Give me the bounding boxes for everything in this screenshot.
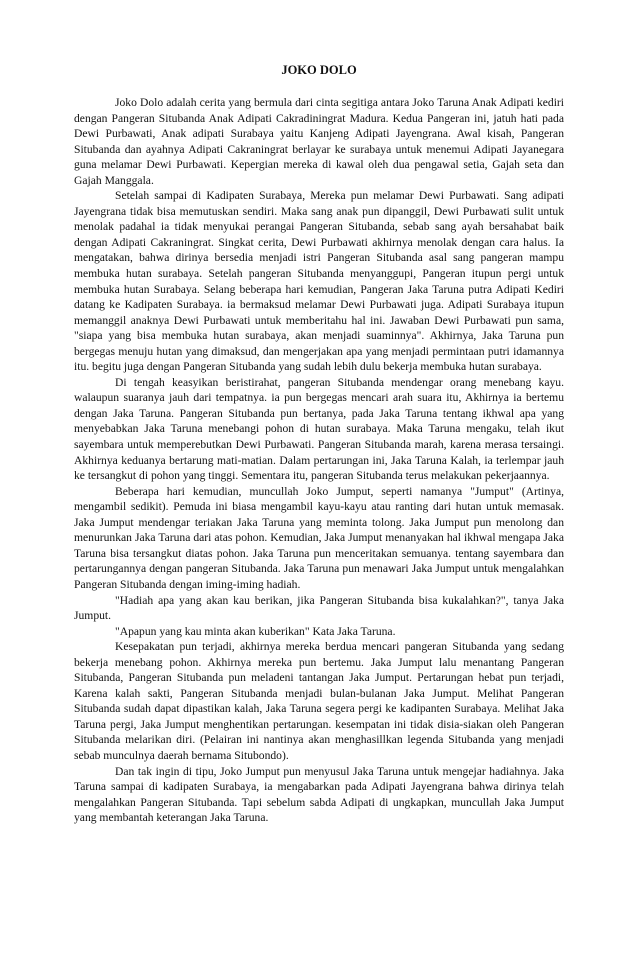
document-title: JOKO DOLO [281,63,357,77]
paragraph: "Hadiah apa yang akan kau berikan, jika Pangeran Situbanda bisa kukalahkan?", tanya Jaka Jumput. [74,593,564,623]
paragraph: Setelah sampai di Kadipaten Surabaya, Mereka pun melamar Dewi Purbawati. Sang adipati Jayengrana tidak bisa memutuskan sendiri. Maka sang anak pun dipanggil, Dewi Purbawati sulit untuk menolak padahal ia tidak menyukai perangai Pangeran Situbanda, sebab sang ayah bersahabat baik dengan Adipati Cakraningrat. Singkat cerita, Dewi Purbawati akhirnya menolak dengan cara halus. Ia mengatakan, bahwa dirinya bersedia menjadi istri Pangeran Situbanda asal sang pangeran mampu membuka hutan surabaya. Setelah pangeran Situbanda menyanggupi, Pangeran itupun pergi untuk membuka hutan Surabaya. Selang beberapa hari kemudian, Pangeran Jaka Taruna putra Adipati Kediri datang ke Kadipaten Surabaya. ia bermaksud melamar Dewi Purbawati juga. Adipati Surabaya itupun memanggil anaknya Dewi Purbawati untuk memberitahu hal ini. Jawaban Dewi Purbawati pun sama, "siapa yang bisa membuka hutan surabaya, akan menjadi suaminnya". Akhirnya, Jaka Taruna pun bergegas menuju hutan yang dimaksud, dan mengerjakan apa yang menjadi permintaan putri idamannya itu. begitu juga dengan Pangeran Situbanda yang sudah lebih dulu bekerja membuka hutan surabaya. [74,189,564,374]
paragraph: "Apapun yang kau minta akan kuberikan" Kata Jaka Taruna. [115,624,396,638]
document-page [74,62,564,826]
paragraph: Dan tak ingin di tipu, Joko Jumput pun menyusul Jaka Taruna untuk mengejar hadiahnya. Jaka Taruna sampai di kadipaten Surabaya, ia mengabarkan pada Adipati Jayengrana bahwa dirinya telah mengalahkan Pangeran Situbanda. Tapi sebelum sabda Adipati di ungkapkan, muncullah Jaka Jumput yang membantah keterangan Jaka Taruna. [74,764,564,825]
paragraph: Kesepakatan pun terjadi, akhirnya mereka berdua mencari pangeran Situbanda yang sedang bekerja menebang pohon. Akhirnya mereka pun bertemu. Jaka Jumput lalu menantang Pangeran Situbanda, Pangeran Situbanda pun meladeni tantangan Jaka Jumput. Pertarungan hebat pun terjadi, Karena kalah sakti, Pangeran Situbanda menjadi bulan-bulanan Jaka Jumput. Melihat Pangeran Situbanda sudah dapat dipastikan kalah, Jaka Taruna segera pergi ke kadipanten Surabaya. Melihat Jaka Taruna pergi, Jaka Jumput menghentikan pertarungan. kesempatan ini tidak disia-siakan oleh Pangeran Situbanda melarikan diri. (Pelairan ini nantinya akan menghasillkan legenda Situbanda yang menjadi sebab munculnya daerah bernama Situbondo). [74,640,564,762]
paragraph: Beberapa hari kemudian, muncullah Joko Jumput, seperti namanya "Jumput" (Artinya, mengambil sedikit). Pemuda ini biasa mengambil kayu-kayu atau ranting dari hutan untuk memasak. Jaka Jumput mendengar teriakan Jaka Taruna yang meminta tolong. Jaka Jumput pun menolong dan menurunkan Jaka Taruna dari atas pohon. Kemudian, Jaka Jumput menanyakan hal ikhwal mengapa Jaka Taruna bisa tersangkut diatas pohon. Jaka Taruna pun menceritakan semuanya. tentang sayembara dan pertarungannya dengan pangeran Situbanda. Jaka Taruna pun menawari Jaka Jumput untuk mengalahkan Pangeran Situbanda dengan iming-iming hadiah. [74,484,564,591]
paragraph: Joko Dolo adalah cerita yang bermula dari cinta segitiga antara Joko Taruna Anak Adipati kediri dengan Pangeran Situbanda Anak Adipati Cakradiningrat Madura. Kedua Pangeran ini, jatuh hati pada Dewi Purbawati, Anak adipati Surabaya yaitu Kanjeng Adipati Jayengrana. Awal kisah, Pangeran Situbanda dan ayahnya Adipati Cakraningrat berlayar ke surabaya untuk menemui Adipati Jayanegara guna melamar Dewi Purbawati. Kepergian mereka di kawal oleh dua pengawal setia, Gajah seta dan Gajah Manggala. [74,96,564,187]
paragraph: Di tengah keasyikan beristirahat, pangeran Situbanda mendengar orang menebang kayu. walaupun suaranya jauh dari tempatnya. ia pun bergegas mencari arah suara itu, Akhirnya ia bertemu dengan Jaka Taruna. Pangeran Situbanda pun bertanya, pada Jaka Taruna tentang ikhwal apa yang menyebabkan Jaka Taruna menebangi pohon di hutan surabaya. Maka Taruna mengaku, telah ikut sayembara untuk memperebutkan Dewi Purbawati. Pangeran Situbanda marah, karena merasa tersaingi. Akhirnya keduanya bertarung mati-matian. Dalam pertarungan ini, Jaka Taruna Kalah, ia terlempar jauh ke tersangkut di pohon yang tinggi. Sementara itu, pangeran Situbanda terus melakukan pekerjaannya. [74,375,564,483]
